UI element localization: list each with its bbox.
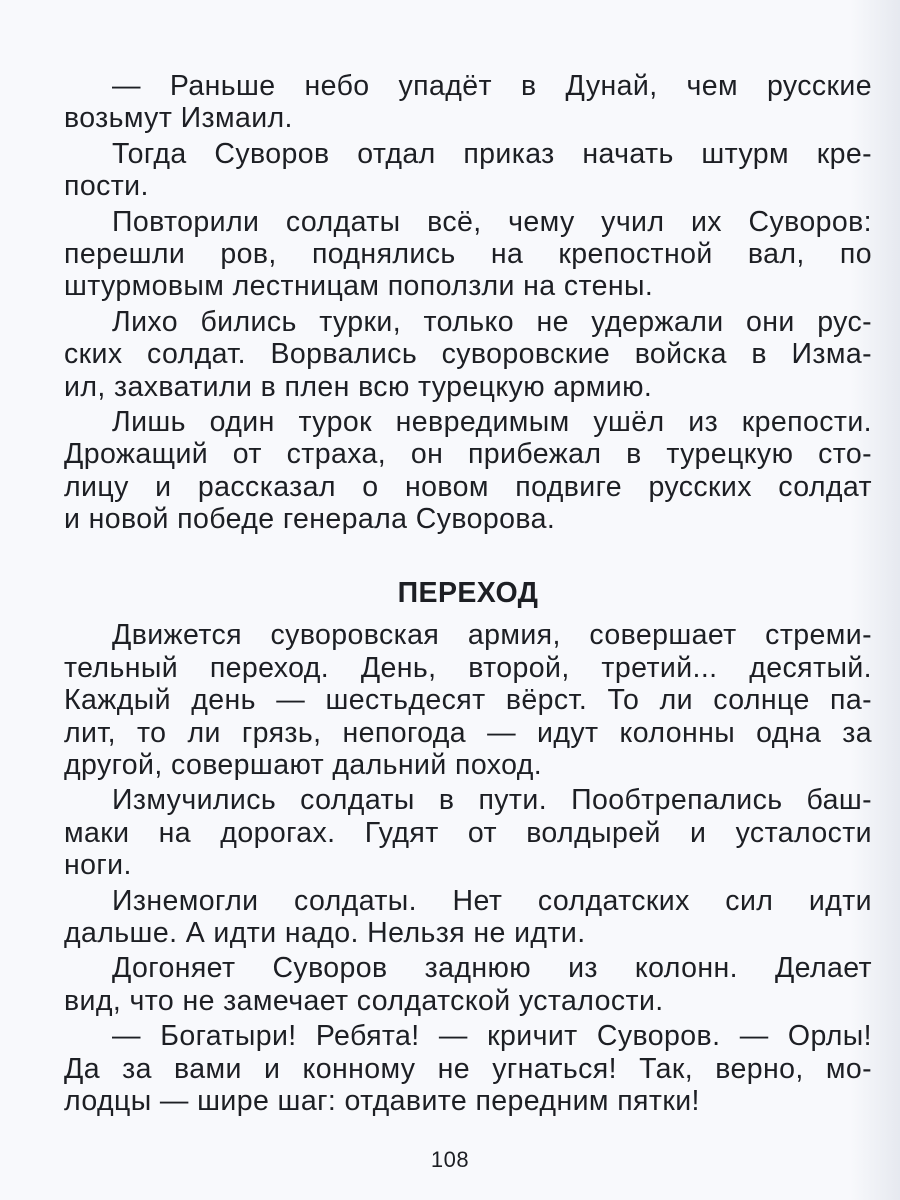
text-line: Дрожащий от страха, он прибежал в турецкую сто- [64, 438, 872, 471]
text-column [64, 70, 872, 1117]
paragraph [64, 206, 872, 303]
text-line: Лишь один турок невредимым ушёл из крепости. [112, 405, 872, 438]
paragraph [64, 952, 872, 1017]
paragraph [64, 138, 872, 203]
text-line: маки на дорогах. Гудят от волдырей и усталости [64, 816, 872, 849]
paragraph [64, 885, 872, 950]
text-line: возьмут Измаил. [64, 102, 293, 135]
text-line: штурмовым лестницам поползли на стены. [64, 270, 654, 303]
text-line: пости. [64, 170, 149, 203]
paragraph [64, 306, 872, 403]
text-line: — Раньше небо упадёт в Дунай, чем русские [112, 70, 872, 102]
paragraph [64, 406, 872, 536]
text-line: Каждый день — шестьдесят вёрст. То ли солнце па- [64, 684, 872, 717]
text-line: ских солдат. Ворвались суворовские войска в Изма- [64, 338, 872, 371]
text-line: вид, что не замечает солдатской усталости. [64, 984, 664, 1017]
text-line: Изнемогли солдаты. Нет солдатских сил идти [112, 884, 872, 917]
paragraph [64, 1020, 872, 1117]
page-number: 108 [430, 1147, 470, 1172]
text-line: тельный переход. День, второй, третий... десятый. [64, 651, 872, 684]
text-line: ноги. [64, 849, 132, 882]
text-line: лит, то ли грязь, непогода — идут колонны одна за [64, 716, 872, 749]
text-line: ил, захватили в плен всю турецкую армию. [64, 370, 653, 403]
chapter-heading: ПЕРЕХОД [397, 577, 539, 610]
text-line: Тогда Суворов отдал приказ начать штурм кре- [112, 137, 872, 170]
paragraph [64, 70, 872, 135]
paragraph [64, 619, 872, 781]
chapter-body [64, 619, 872, 1117]
text-line: — Богатыри! Ребята! — кричит Суворов. — Орлы! [112, 1020, 872, 1053]
text-line: Повторили солдаты всё, чему учил их Суворов: [112, 205, 872, 238]
text-line: дальше. А идти надо. Нельзя не идти. [64, 916, 586, 949]
text-line: Движется суворовская армия, совершает стреми- [112, 619, 872, 652]
text-line: лицу и рассказал о новом подвиге русских солдат [64, 470, 872, 503]
paragraph [64, 784, 872, 881]
story-ending [64, 70, 872, 535]
text-line: лодцы — шире шаг: отдавите передним пятки! [64, 1084, 700, 1117]
text-line: Догоняет Суворов заднюю из колонн. Делает [112, 952, 872, 985]
text-line: другой, совершают дальний поход. [64, 749, 543, 782]
text-line: Да за вами и конному не угнаться! Так, верно, мо- [64, 1052, 872, 1085]
text-line: перешли ров, поднялись на крепостной вал, по [64, 237, 872, 270]
text-line: и новой победе генерала Суворова. [64, 503, 556, 536]
text-line: Лихо бились турки, только не удержали они рус- [112, 305, 872, 338]
text-line: Измучились солдаты в пути. Пообтрепались баш- [112, 784, 872, 817]
